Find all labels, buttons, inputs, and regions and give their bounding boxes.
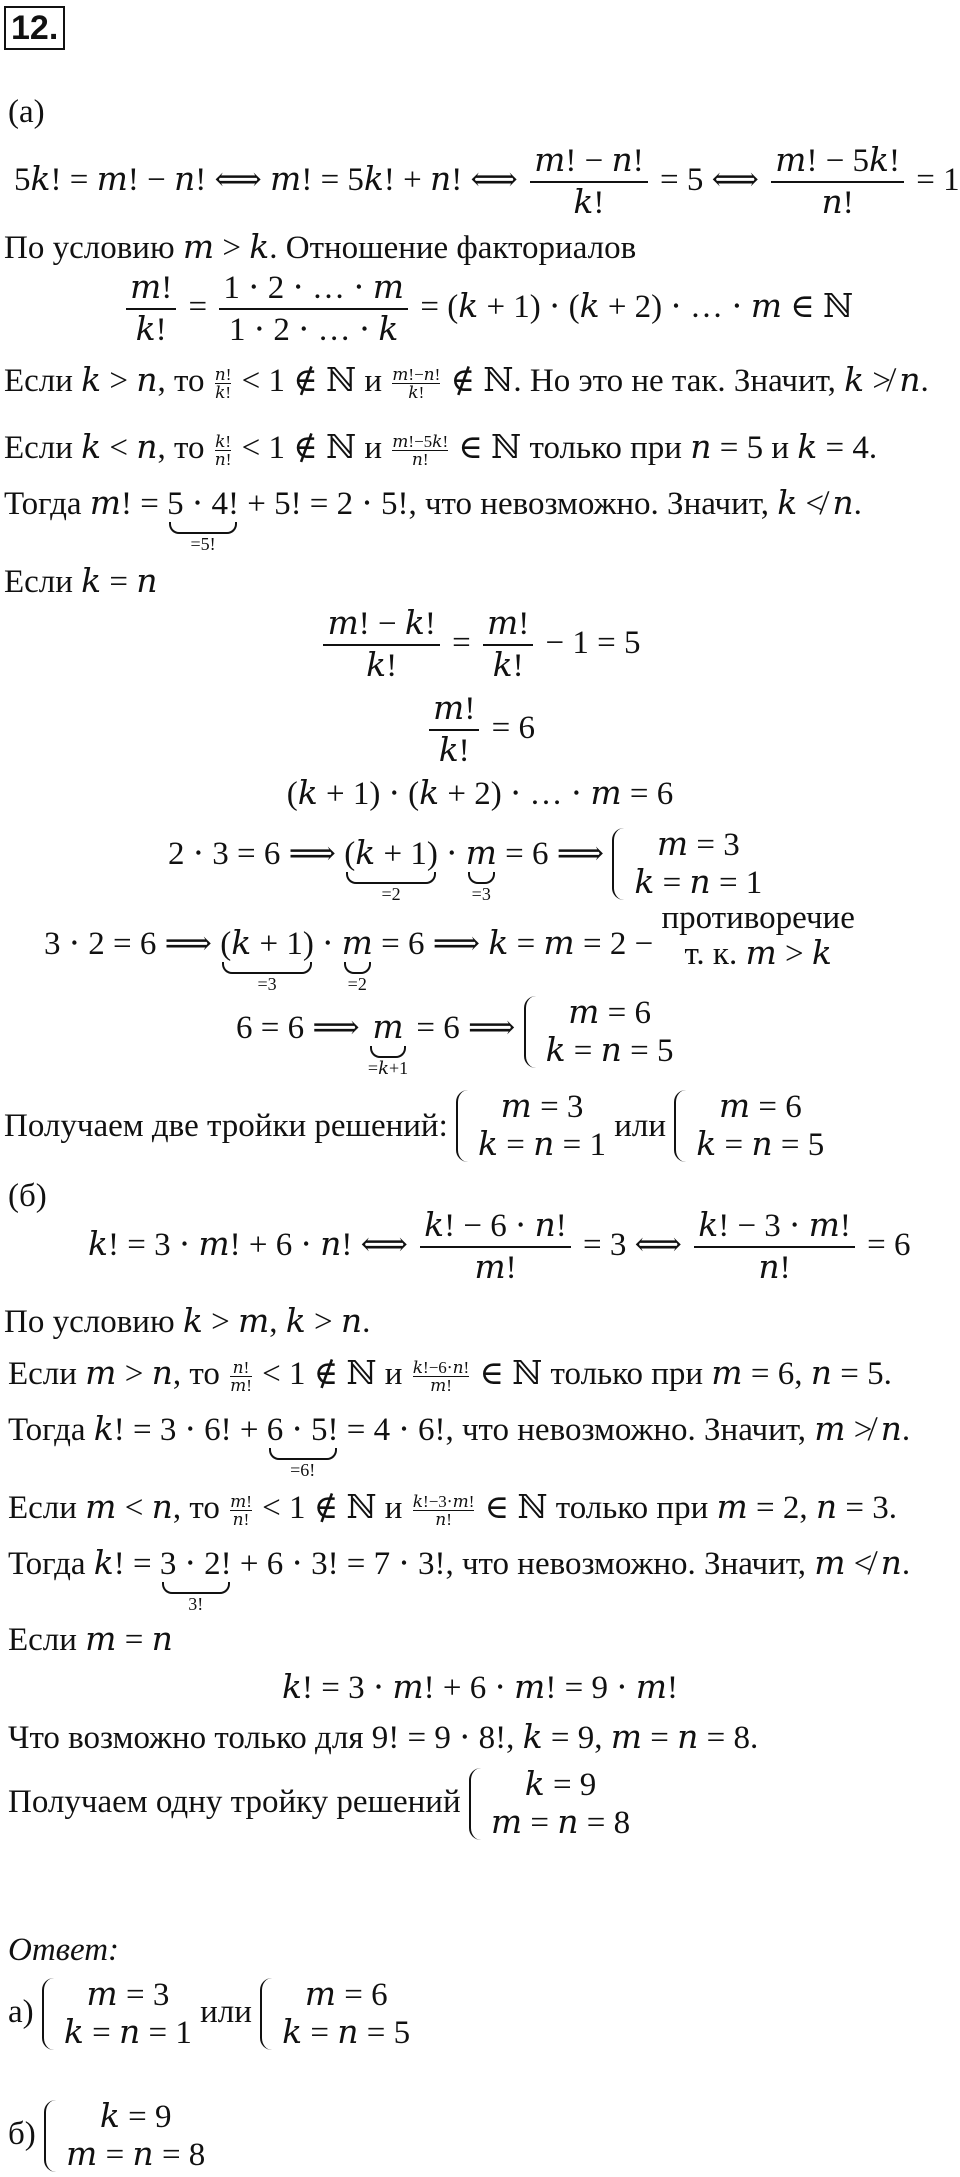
equation-system: 𝑚 = 3 𝑘 = 𝑛 = 1 bbox=[612, 826, 762, 902]
part-b-line-9: Что возможно только для 9! = 9 ⋅ 8!, 𝑘 = 9, 𝑚 = 𝑛 = 8. bbox=[8, 1720, 759, 1756]
part-b-line-4: Тогда 𝑘! = 3 ⋅ 6! + 6 ⋅ 5! =6! = 4 ⋅ 6!, что невозможно. Значит, 𝑚 ≯ 𝑛. bbox=[8, 1412, 911, 1480]
part-a-line-6: Тогда 𝑚! = 5 ⋅ 4! =5! + 5! = 2 ⋅ 5!, что невозможно. Значит, 𝑘 ≮ 𝑛. bbox=[4, 486, 862, 554]
part-b-line-5: Если 𝑚 < 𝑛, то 𝑚! 𝑛! < 1 ∉ ℕ и 𝑘!−3⋅𝑚! 𝑛! ∈ ℕ только при 𝑚 = 2, 𝑛 = 3. bbox=[8, 1490, 897, 1529]
fraction: $\frac{\text{𝑚! − 5𝑘!}}{\text{𝑛!}}$ bbox=[771, 145, 904, 220]
part-b-line-3: Если 𝑚 > 𝑛, то 𝑛! 𝑚! < 1 ∉ ℕ и 𝑘!−6⋅𝑛! 𝑚! ∈ ℕ только при 𝑚 = 6, 𝑛 = 5. bbox=[8, 1356, 892, 1395]
part-a-label: (а) bbox=[8, 94, 45, 130]
underbrace: 5 ⋅ 4! =5! bbox=[167, 486, 239, 554]
part-b-line-8: 𝑘! = 3 ⋅ 𝑚! + 6 ⋅ 𝑚! = 9 ⋅ 𝑚! bbox=[281, 1670, 679, 1706]
part-b-line-1: 𝑘! = 3 ⋅ 𝑚! + 6 ⋅ 𝑛! ⟺ $\frac{\text{𝑘! − 6 ⋅ 𝑛!}}{\text{𝑚!}}$ = 3 ⟺ $\frac{\text{𝑘! − 3 ⋅ 𝑚!}}{\text{𝑛!}}$ = 6 bbox=[88, 1208, 911, 1286]
part-a-line-12: 3 ⋅ 2 = 6 ⟹ (𝑘 + 1) =3 ⋅ 𝑚 =2 = 6 ⟹ 𝑘 = 𝑚 = 2 − противоречие т. к. 𝑚 > 𝑘 bbox=[44, 900, 855, 994]
part-a-line-9: $\frac{\text{𝑚!}}{\text{𝑘!}}$ = 6 bbox=[0, 693, 960, 768]
part-a-line-5: Если 𝑘 < 𝑛, то 𝑘! 𝑛! < 1 ∉ ℕ и 𝑚!−5𝑘! 𝑛! ∈ ℕ только при 𝑛 = 5 и 𝑘 = 4. bbox=[4, 430, 878, 469]
fraction: $\frac{\text{𝑚! − 𝑛!}}{\text{𝑘!}}$ bbox=[530, 145, 648, 220]
part-a-line-14: Получаем две тройки решений: 𝑚 = 3 𝑘 = 𝑛 = 1 или 𝑚 = 6 𝑘 = 𝑛 = 5 bbox=[4, 1089, 825, 1163]
part-a-line-4: Если 𝑘 > 𝑛, то 𝑛! 𝑘! < 1 ∉ ℕ и 𝑚!−𝑛! 𝑘! ∉ ℕ. Но это не так. Значит, 𝑘 ≯ 𝑛. bbox=[4, 363, 929, 402]
part-b-line-7: Если 𝑚 = 𝑛 bbox=[8, 1622, 173, 1658]
part-a-line-3: $\frac{\text{𝑚!}}{\text{𝑘!}}$ = $\frac{\text{1 ⋅ 2 ⋅ … ⋅ 𝑚}}{\text{1 ⋅ 2 ⋅ … ⋅ 𝑘}}$ = (𝑘 + 1) ⋅ (𝑘 + 2) ⋅ … ⋅ 𝑚 ∈ ℕ bbox=[122, 272, 853, 347]
part-b-label: (б) bbox=[8, 1178, 47, 1214]
answer-a: а) 𝑚 = 3 𝑘 = 𝑛 = 1 или 𝑚 = 6 𝑘 = 𝑛 = 5 bbox=[8, 1977, 411, 2051]
part-a-line-7: Если 𝑘 = 𝑛 bbox=[4, 564, 158, 600]
fraction: $\frac{\text{𝑚!}}{\text{𝑘!}}$ bbox=[126, 272, 176, 347]
part-a-line-10: (𝑘 + 1) ⋅ (𝑘 + 2) ⋅ … ⋅ 𝑚 = 6 bbox=[286, 776, 674, 812]
answer-b: б) 𝑘 = 9 𝑚 = 𝑛 = 8 bbox=[8, 2099, 206, 2173]
part-b-line-2: По условию 𝑘 > 𝑚, 𝑘 > 𝑛. bbox=[4, 1304, 371, 1340]
answer-title: Ответ: bbox=[8, 1932, 120, 1968]
part-b-line-6: Тогда 𝑘! = 3 ⋅ 2! 3! + 6 ⋅ 3! = 7 ⋅ 3!, что невозможно. Значит, 𝑚 ≮ 𝑛. bbox=[8, 1546, 911, 1614]
problem-number: 12. bbox=[4, 6, 65, 50]
part-a-line-1: 5𝑘! = 𝑚! − 𝑛! ⟺ 𝑚! = 5𝑘! + 𝑛! ⟺ $\frac{\text{𝑚! − 𝑛!}}{\text{𝑘!}}$ = 5 ⟺ $\frac{\text{𝑚! − 5𝑘!}}{\text{𝑛!}}$ = 1 bbox=[14, 143, 960, 221]
part-a-line-2: По условию 𝑚 > 𝑘. Отношение факториалов bbox=[4, 230, 637, 266]
part-a-line-11: 2 ⋅ 3 = 6 ⟹ (𝑘 + 1) =2 ⋅ 𝑚 =3 = 6 ⟹ 𝑚 = 3 𝑘 = 𝑛 = 1 bbox=[168, 827, 763, 904]
part-a-line-8: $\frac{\text{𝑚! − 𝑘!}}{\text{𝑘!}}$ = $\frac{\text{𝑚!}}{\text{𝑘!}}$ − 1 = 5 bbox=[0, 608, 960, 683]
fraction: $\frac{\text{1 ⋅ 2 ⋅ … ⋅ 𝑚}}{\text{1 ⋅ 2 ⋅ … ⋅ 𝑘}}$ bbox=[219, 272, 408, 347]
part-a-line-13: 6 = 6 ⟹ 𝑚 =𝑘+1 = 6 ⟹ 𝑚 = 6 𝑘 = 𝑛 = 5 bbox=[236, 995, 674, 1078]
part-b-line-10: Получаем одну тройку решений 𝑘 = 9 𝑚 = 𝑛 = 8 bbox=[8, 1767, 631, 1841]
